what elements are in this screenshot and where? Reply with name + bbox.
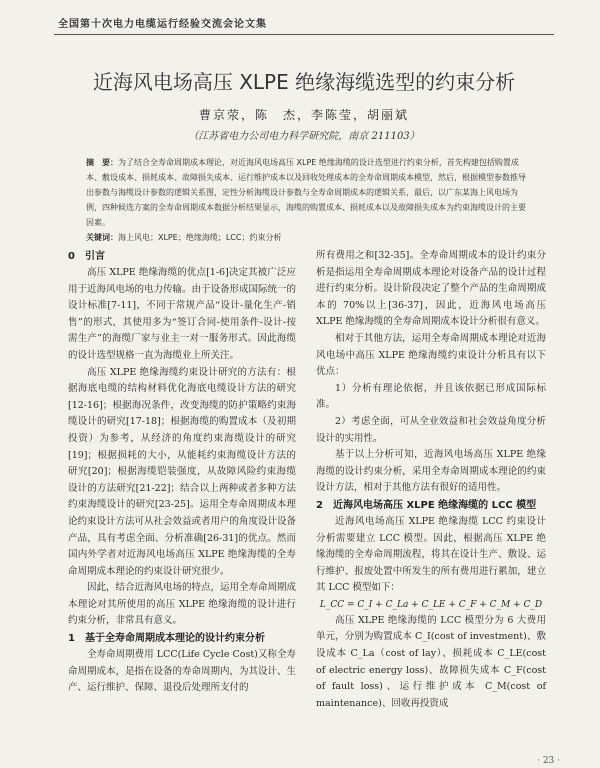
left-column (68, 248, 296, 697)
abstract (86, 155, 532, 230)
abstract-label: 摘 要： (86, 158, 118, 167)
paragraph: 相对于其他方法，运用全寿命周期成本理论对近海风电场中高压 XLPE 绝缘海缆约束设计分析具有以下优点： (316, 332, 546, 378)
paragraph: 所有费用之和[32-35]。全寿命周期成本的设计约束分析是指运用全寿命周期成本理论对设备产品的设计过程进行约束分析。设计阶段决定了整个产品的生命周期成本的 70%以上[36-37]，因此，近海风电场高压 XLPE 绝缘海缆的全寿命周期成本设计分析很有意义。 (316, 250, 546, 328)
keywords-text: 海上风电；XLPE；绝缘海缆；LCC；约束分析 (118, 233, 282, 242)
authors: 曹京荥，陈 杰，李陈莹，胡丽斌 (198, 108, 409, 122)
keywords (86, 232, 532, 244)
right-column (316, 248, 546, 712)
section-heading-1: 1 基于全寿命周期成本理论的设计约束分析 (68, 633, 265, 645)
running-header: 全国第十次电力电缆运行经验交流会论文集 (58, 19, 267, 30)
section-heading-0: 0 引言 (68, 251, 105, 262)
paragraph: 因此，结合近海风电场的特点，运用全寿命周期成本理论对其所使用的高压 XLPE 绝缘海缆的设计进行约束分析，非常具有意义。 (68, 582, 297, 627)
list-item: 2）考虑全面，可从全业效益和社会效益角度分析设计的实用性。 (316, 415, 546, 444)
page-number: · 23 · (537, 756, 560, 766)
paragraph: 近海风电场高压 XLPE 绝缘海缆 LCC 约束设计分析需要建立 LCC 模型。因此，根据高压 XLPE 绝缘海缆的全寿命周期流程，将其在设计生产、敷设、运行维护、报废处置中所发生的所有费用进行累加，建立其 LCC 模型如下： (316, 515, 546, 594)
paragraph: 基于以上分析可知，近海风电场高压 XLPE 绝缘海缆的设计约束分析，采用全寿命周期成本理论的约束设计方法，相对于其他方法有很好的适用性。 (316, 449, 546, 494)
header-divider (54, 34, 554, 35)
section-heading-2: 2 近海风电场高压 XLPE 绝缘海缆的 LCC 模型 (316, 499, 537, 511)
lcc-formula: L_CC = C_I + C_La + C_LE + C_F + C_M + C_D (319, 599, 543, 610)
paper-title: 近海风电场高压 XLPE 绝缘海缆选型的约束分析 (92, 70, 516, 94)
paragraph: 高压 XLPE 绝缘海缆的优点[1-6]决定其被广泛应用于近海风电场的电力传输。由于设备形成国际统一的设计标准[7-11]，不同于常规产品“设计-量化生产-销售”的形式，其使用多为“签订合同-使用条件-设计-按需生产”的海缆厂家与业主一对一服务形式。因此海缆的设计选型规格一直为海缆业上所关注。 (68, 267, 297, 361)
paragraph: 高压 XLPE 绝缘海缆的 LCC 模型分为 6 大费用单元，分别为购置成本 C_I(cost of investment)、敷设成本 C_La（cost of lay）、损耗成本 C_LE(cost of electric energy loss)、故障损失成本 C_F(cost of fault loss)、运行维护成本 C_M(cost of maintenance)、回收再投资成 (316, 614, 546, 709)
paragraph: 高压 XLPE 绝缘海缆约束设计研究的方法有：根据海底电缆的结构材料优化海底电缆设计方法的研究[12-16]；根据海况条件，改变海缆的防护策略约束海缆设计的研究[17-18]；根据海缆的购置成本（及初期投资）为参考，从经济的角度约束海缆设计的研究[19]；根据损耗的大小，从能耗约束海缆设计方法的研究[20]；根据海缆铠装强度，从故障风险约束海缆设计的方法研究[21-22]；结合以上两种或者多种方法约束海缆设计的研究[23-25]。运用全寿命周期成本理论约束设计方法可从社会效益或者用户的角度设计设备产品，具有考虑全面、分析准确[26-31]的优点。然而国内外学者对近海风电场高压 XLPE 绝缘海缆的全寿命周期成本理论的约束设计研究很少。 (68, 366, 297, 577)
list-item: 1）分析有理论依据，并且该依据已形成国际标准。 (316, 382, 546, 411)
abstract-text: 为了结合全寿命周期成本理论，对近海风电场高压 XLPE 绝缘海缆的设计选型进行约束分析，首先构建包括购置成本、敷设成本、损耗成本、故障损失成本、运行维护成本以及回收处理成本的全寿命周期成本模型，然后，根据模型参数推导出参数与海缆设计参数的逻辑关系图，定性分析海缆设计参数与全寿命周期成本的逻辑关系，最后，以广东某海上风电场为例，四种候选方案的全寿命周期成本数据分析结果显示，海缆的购置成本、损耗成本以及故障损失成本为约束海缆设计的主要因素。 (86, 158, 526, 227)
affiliation: （江苏省电力公司电力科学研究院，南京 211103） (188, 131, 420, 142)
keywords-label: 关键词： (86, 233, 118, 242)
paragraph: 全寿命周期费用 LCC(Life Cycle Cost)又称全寿命周期成本，是指在设备的寿命周期内，为其设计、生产、运行维护、保障、退役后处理所支付的 (68, 649, 297, 694)
